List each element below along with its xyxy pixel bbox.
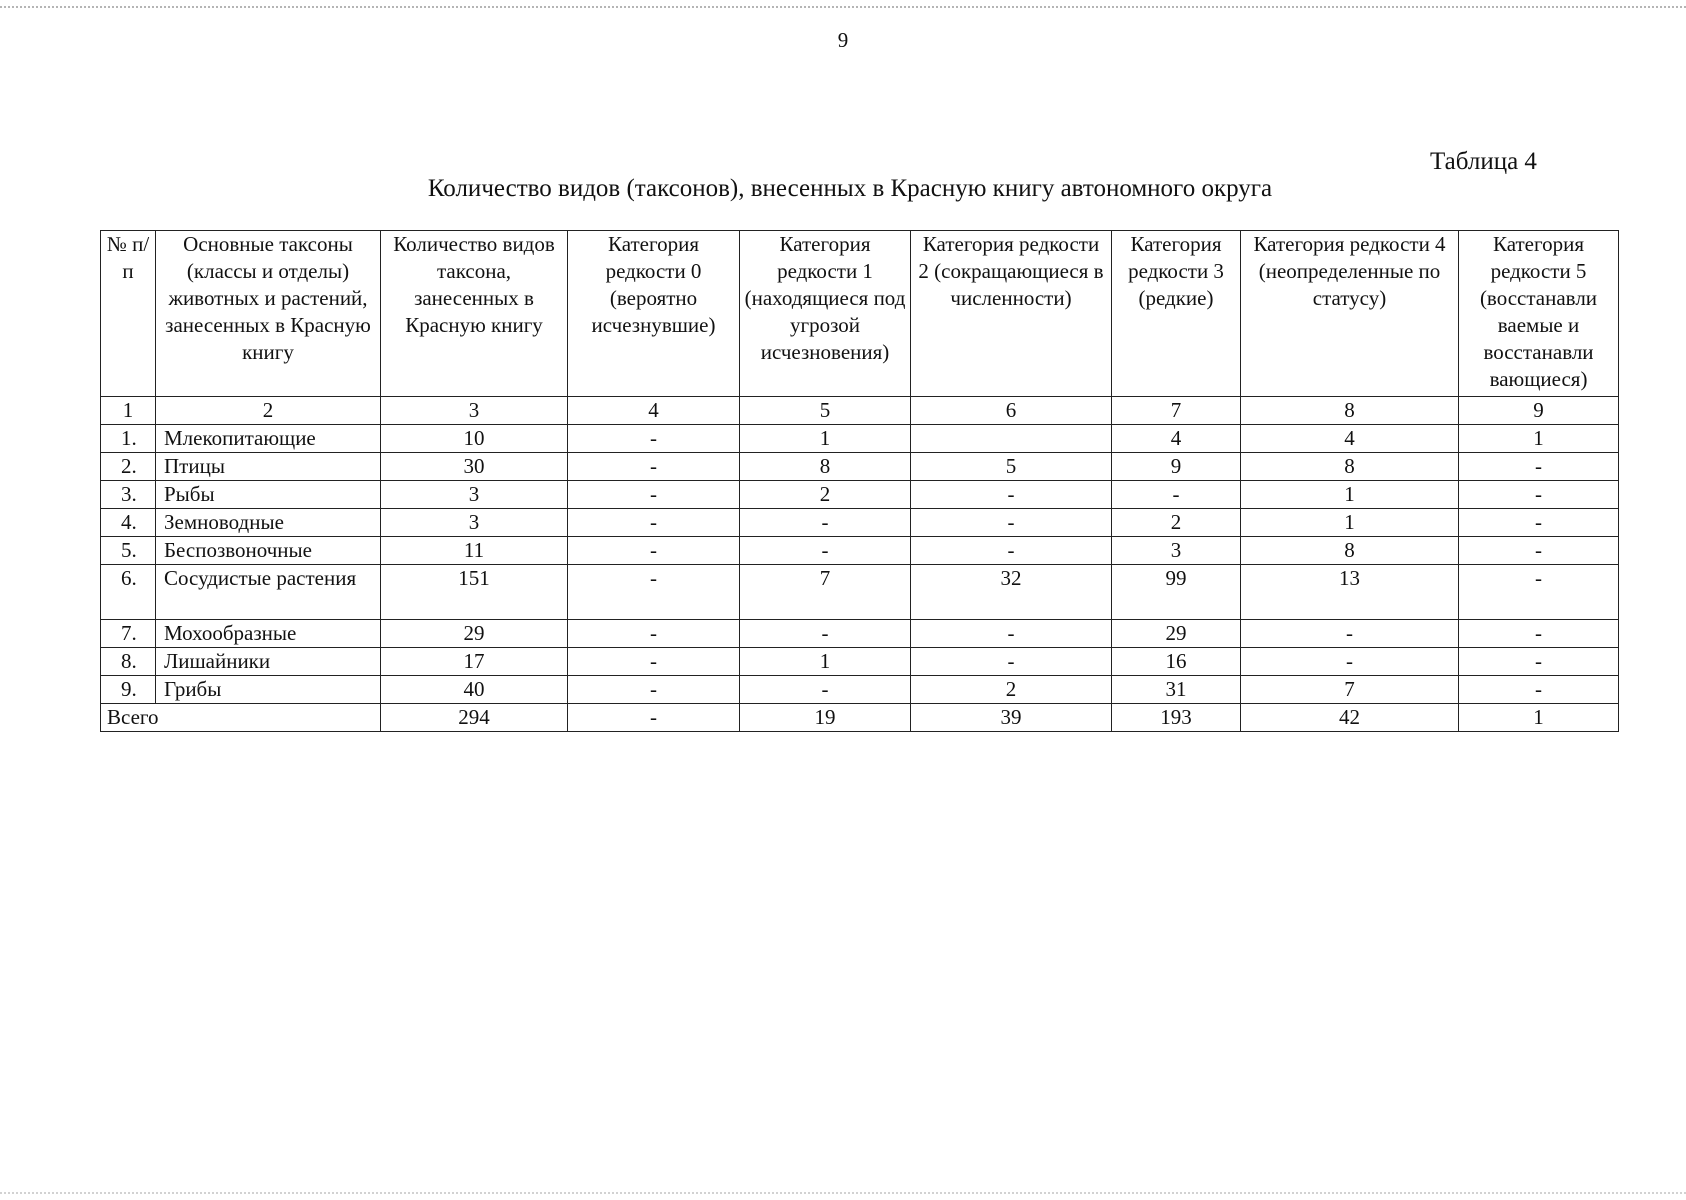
- column-header: № п/п: [101, 231, 156, 397]
- taxon-name: Млекопитающие: [156, 425, 381, 453]
- table-label: Таблица 4: [1430, 148, 1537, 175]
- column-header: Категория редкости 5 (восстанавли ваемые и восстанавли вающиеся): [1459, 231, 1619, 397]
- table-cell: 1: [740, 425, 911, 453]
- table-cell: 8: [1241, 453, 1459, 481]
- table-cell: -: [740, 676, 911, 704]
- table-cell: 30: [381, 453, 568, 481]
- table-cell: 1: [1241, 509, 1459, 537]
- table-cell: 2: [1112, 509, 1241, 537]
- column-number: 5: [740, 397, 911, 425]
- column-header: Количество видов таксона, занесенных в Красную книгу: [381, 231, 568, 397]
- column-header: Категория редкости 2 (сокращающиеся в численности): [911, 231, 1112, 397]
- row-index: 6.: [101, 565, 156, 620]
- table-cell: 3: [381, 481, 568, 509]
- total-cell: 1: [1459, 704, 1619, 732]
- table-cell: 5: [911, 453, 1112, 481]
- table-cell: -: [568, 676, 740, 704]
- table-row: [101, 481, 1619, 509]
- total-cell: 193: [1112, 704, 1241, 732]
- column-number: 1: [101, 397, 156, 425]
- table-cell: 9: [1112, 453, 1241, 481]
- table-cell: 17: [381, 648, 568, 676]
- table-cell: 4: [1241, 425, 1459, 453]
- table-cell: -: [740, 620, 911, 648]
- table-cell: -: [568, 509, 740, 537]
- table-cell: 40: [381, 676, 568, 704]
- table-cell: 31: [1112, 676, 1241, 704]
- column-header: Категория редкости 1 (находящиеся под угрозой исчезновения): [740, 231, 911, 397]
- total-cell: 19: [740, 704, 911, 732]
- column-number: 3: [381, 397, 568, 425]
- column-number: 8: [1241, 397, 1459, 425]
- taxon-name: Сосудистые растения: [156, 565, 381, 620]
- row-index: 1.: [101, 425, 156, 453]
- table-cell: 3: [1112, 537, 1241, 565]
- column-header: Основные таксоны (классы и отделы) животных и растений, занесенных в Красную книгу: [156, 231, 381, 397]
- table-cell: -: [911, 648, 1112, 676]
- scan-edge-top: [0, 6, 1686, 8]
- table-cell: -: [1459, 676, 1619, 704]
- taxon-name: Беспозвоночные: [156, 537, 381, 565]
- table-cell: 29: [381, 620, 568, 648]
- table-cell: -: [740, 537, 911, 565]
- table-cell: -: [911, 481, 1112, 509]
- table-cell: -: [1459, 481, 1619, 509]
- total-row: [101, 704, 1619, 732]
- page-number: 9: [837, 28, 849, 52]
- header-row: [101, 231, 1619, 397]
- taxon-name: Мохообразные: [156, 620, 381, 648]
- table-cell: 29: [1112, 620, 1241, 648]
- table-cell: 8: [1241, 537, 1459, 565]
- table-cell: -: [568, 565, 740, 620]
- row-index: 9.: [101, 676, 156, 704]
- total-cell: 39: [911, 704, 1112, 732]
- total-cell: 294: [381, 704, 568, 732]
- table-row: [101, 537, 1619, 565]
- taxon-name: Рыбы: [156, 481, 381, 509]
- column-number: 2: [156, 397, 381, 425]
- table-cell: 10: [381, 425, 568, 453]
- column-header: Категория редкости 4 (неопределенные по статусу): [1241, 231, 1459, 397]
- table-row: [101, 565, 1619, 620]
- table-cell: -: [568, 537, 740, 565]
- table-cell: 1: [1459, 425, 1619, 453]
- table-cell: -: [911, 509, 1112, 537]
- table-cell: 1: [740, 648, 911, 676]
- table-cell: 151: [381, 565, 568, 620]
- column-header: Категория редкости 3 (редкие): [1112, 231, 1241, 397]
- table-cell: -: [1112, 481, 1241, 509]
- table-cell: -: [1459, 509, 1619, 537]
- table-cell: 7: [1241, 676, 1459, 704]
- row-index: 3.: [101, 481, 156, 509]
- table-cell: -: [568, 620, 740, 648]
- table-cell: 99: [1112, 565, 1241, 620]
- taxon-name: Грибы: [156, 676, 381, 704]
- table-cell: -: [568, 453, 740, 481]
- table-cell: -: [1241, 648, 1459, 676]
- table-cell: 2: [911, 676, 1112, 704]
- table-row: [101, 425, 1619, 453]
- table-cell: -: [1459, 648, 1619, 676]
- table-cell: 32: [911, 565, 1112, 620]
- table-cell: -: [740, 509, 911, 537]
- table-cell: -: [1459, 537, 1619, 565]
- table-cell: -: [568, 648, 740, 676]
- column-number: 9: [1459, 397, 1619, 425]
- table-cell: -: [568, 425, 740, 453]
- table-cell: -: [568, 481, 740, 509]
- table-cell: 16: [1112, 648, 1241, 676]
- table-row: [101, 509, 1619, 537]
- column-header: Категория редкости 0 (вероятно исчезнувшие): [568, 231, 740, 397]
- table-row: [101, 648, 1619, 676]
- row-index: 4.: [101, 509, 156, 537]
- scan-edge-bottom: [0, 1192, 1686, 1194]
- table-cell: 4: [1112, 425, 1241, 453]
- table-cell: -: [1459, 620, 1619, 648]
- table-cell: -: [1241, 620, 1459, 648]
- table-cell: -: [911, 620, 1112, 648]
- taxon-name: Лишайники: [156, 648, 381, 676]
- table-cell: 13: [1241, 565, 1459, 620]
- table-cell: 11: [381, 537, 568, 565]
- column-number-row: [101, 397, 1619, 425]
- table-row: [101, 453, 1619, 481]
- row-index: 8.: [101, 648, 156, 676]
- taxon-name: Земноводные: [156, 509, 381, 537]
- table-cell: 2: [740, 481, 911, 509]
- row-index: 5.: [101, 537, 156, 565]
- table-cell: -: [1459, 453, 1619, 481]
- row-index: 7.: [101, 620, 156, 648]
- table-title: Количество видов (таксонов), внесенных в Красную книгу автономного округа: [427, 175, 1273, 202]
- total-label: Всего: [101, 704, 381, 732]
- table-cell: 3: [381, 509, 568, 537]
- table-row: [101, 676, 1619, 704]
- table-cell: 1: [1241, 481, 1459, 509]
- column-number: 6: [911, 397, 1112, 425]
- red-book-table: [100, 230, 1619, 732]
- table-row: [101, 620, 1619, 648]
- table-cell: 7: [740, 565, 911, 620]
- table-cell: -: [911, 537, 1112, 565]
- table-cell: -: [1459, 565, 1619, 620]
- total-cell: 42: [1241, 704, 1459, 732]
- table-cell: 8: [740, 453, 911, 481]
- table-cell: [911, 425, 1112, 453]
- row-index: 2.: [101, 453, 156, 481]
- total-cell: -: [568, 704, 740, 732]
- column-number: 7: [1112, 397, 1241, 425]
- column-number: 4: [568, 397, 740, 425]
- taxon-name: Птицы: [156, 453, 381, 481]
